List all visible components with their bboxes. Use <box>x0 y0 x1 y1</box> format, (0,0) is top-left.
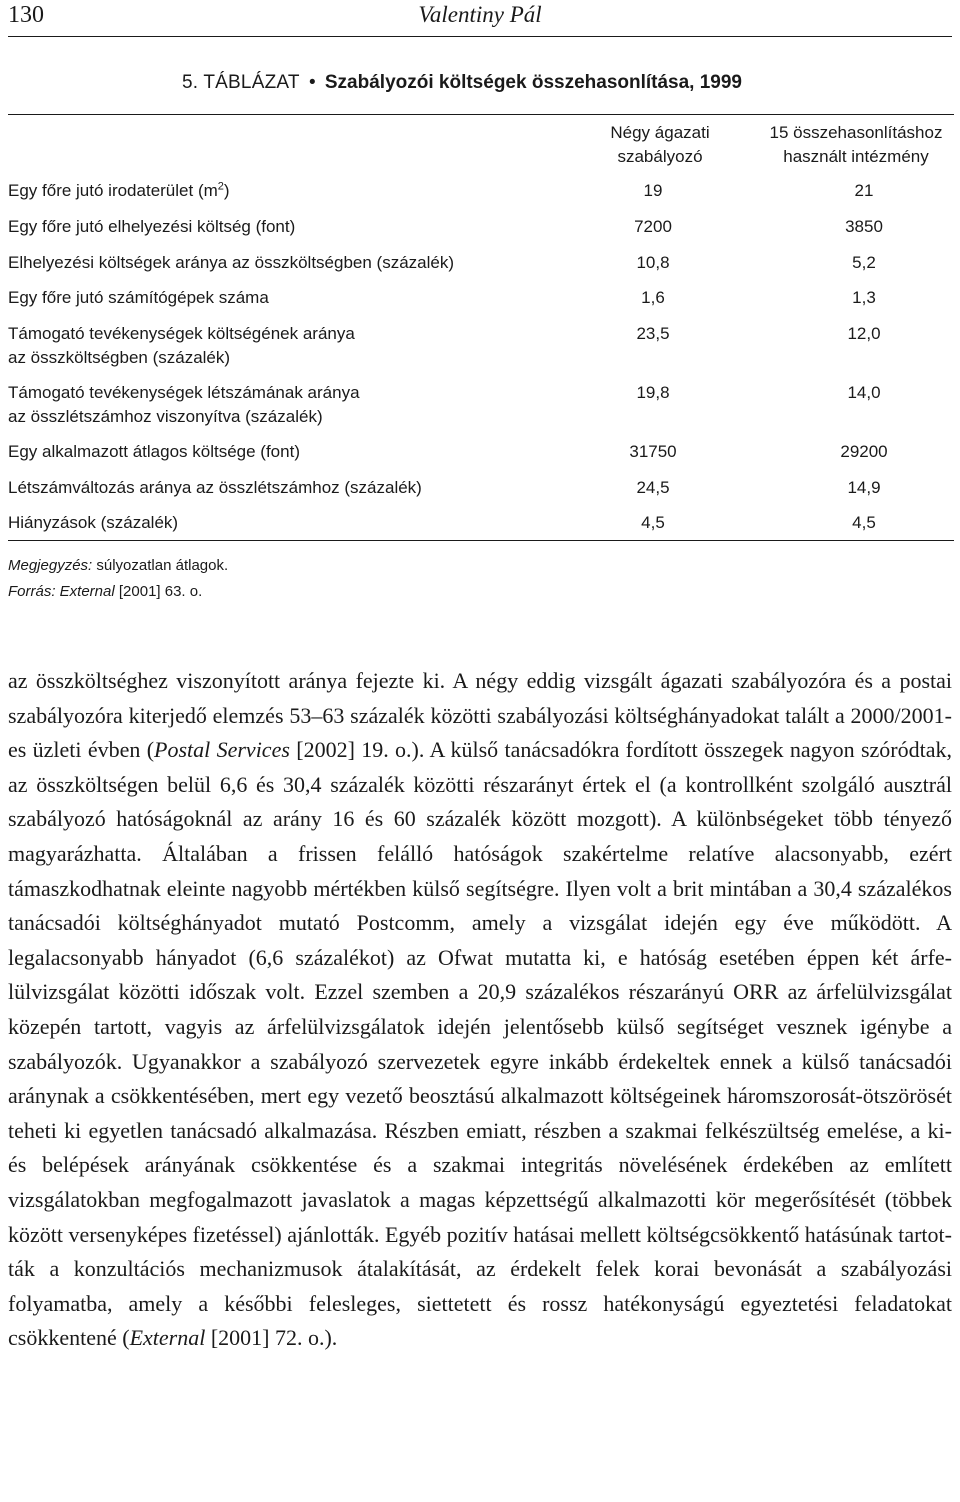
column-header-four-regulators <box>565 121 755 169</box>
value-fifteen-institutions: 12,0 <box>847 324 881 343</box>
citation-title: External <box>129 1325 206 1351</box>
row-label: Támogató tevékenységek létszámának aránya az összlétszámhoz viszonyítva (százalék) <box>8 383 360 426</box>
table-bottom-rule <box>8 540 954 541</box>
table-note <box>8 557 228 574</box>
note-label: Megjegyzés: <box>8 557 93 574</box>
value-four-regulators: 19 <box>643 181 663 200</box>
value-four-regulators: 4,5 <box>641 513 665 532</box>
row-label: Támogató tevékenységek költségének aránya az összköltségben (százalék) <box>8 324 355 367</box>
value-fifteen-institutions: 5,2 <box>852 253 876 272</box>
unit-superscript: 2 <box>217 180 224 193</box>
column-header-line: 15 összehasonlításhoz <box>769 123 943 142</box>
value-four-regulators: 7200 <box>634 217 672 236</box>
value-four-regulators: 10,8 <box>636 253 670 272</box>
value-four-regulators: 19,8 <box>636 383 670 402</box>
value-four-regulators: 23,5 <box>636 324 670 343</box>
row-label: Egy főre jutó elhelyezési költség (font) <box>8 217 296 236</box>
table-source <box>8 583 202 600</box>
note-text: súlyozatlan átlagok. <box>92 557 229 574</box>
table-number: 5. TÁBLÁZAT <box>182 72 300 93</box>
citation-title: Postal Services <box>154 737 290 763</box>
row-label: Egy főre jutó irodaterület $(m^2)$ <box>8 180 230 200</box>
table-title <box>182 72 742 94</box>
row-label: Egy főre jutó számítógépek száma <box>8 288 269 307</box>
running-head: Valentiny Pál <box>418 2 542 27</box>
page-number: 130 <box>8 2 44 28</box>
body-paragraph: az összköltséghez viszonyított aránya fejezte ki. A négy eddig vizsgált ágazati szabályozóra és a postai szabályozóra kiterjedő elemzés 53–63 százalék közötti szabályozási költséghányadokat talált a 2000/2001-es üzleti évben (Postal Services [2002] 19. o.). A külső tanácsadókra fordított összegek nagyon szóródtak, az összköltségen belül 6,6 és 30,4 százalék közötti részarányt értek el (a kontrollként szolgáló ausztrál szabályozó hatóságoknál az arány 16 és 60 százalék között mozgott). A különbségeket több tényező magyarázhatta. Általában a frissen felálló hatóságok szakértelme relatíve alacsonyabb, ezért támaszkodhatnak eleinte nagyobb mértékben külső segítségre. Ilyen volt a brit mintában a 30,4 százalékos tanácsadói költséghányadot mutató Postcomm, amely a vizsgálat idején egy éve működött. A legalacsonyabb hányadot (6,6 százalékot) az Ofwat mutatta ki, e hatóság esetében éppen két árfelülvizsgálat közötti időszak volt. Ezzel szemben a 20,9 százalékos részarányú ORR az árfelülvizsgálat közepén tartott, vagyis az árfelülvizsgálatok idején jelentősebb külső segítséget vesznek igénybe a szabályozók. Ugyanakkor a szabályozó szervezetek egyre inkább érdekeltek ennek a külső tanácsadói aránynak a csökkentésében, mert egy vezető beosztású alkalmazott költségeinek háromszorosát-ötszörösét teheti ki egyetlen tanácsadó alkalmazása. Részben emiatt, részben a szakmai felkészültség emelése, a ki- és belépések arányának csökkentése és a szakmai integritás növelésének érdekében az említett vizsgálatokban megfogalmazott javaslatok a magas képzettségű alkalmazotti kör megerősítését (többek között versenyképes fizetéssel) ajánlották. Egyéb pozitív hatásai mellett költségcsökkentő hatásúnak tartották a konzultációs mechanizmusok átalakítását, az érdekelt felek korai bevonását a szabályozási folyamatba, amely a későbbi felesleges, siettetett és rossz hatékonyságú egyeztetési feladatokat csökkentené (External [2001] 72. o.). <box>8 668 952 1351</box>
value-four-regulators: 31750 <box>629 442 677 461</box>
source-text: [2001] 63. o. <box>114 583 203 600</box>
value-fifteen-institutions: 21 <box>854 181 874 200</box>
value-fifteen-institutions: 14,9 <box>847 478 881 497</box>
source-label: Forrás: External <box>8 583 115 600</box>
value-fifteen-institutions: 29200 <box>840 442 888 461</box>
value-four-regulators: 24,5 <box>636 478 670 497</box>
title-bullet: • <box>308 72 316 93</box>
row-label: Létszámváltozás aránya az összlétszámhoz (százalék) <box>8 478 422 497</box>
table-name: Szabályozói költségek összehasonlítása, 1999 <box>324 72 743 93</box>
row-label: Hiányzások (százalék) <box>8 513 179 532</box>
table-top-rule <box>8 114 954 115</box>
column-header-line: használt intézmény <box>783 147 929 166</box>
page-header <box>8 0 952 37</box>
row-label: Egy alkalmazott átlagos költsége (font) <box>8 442 300 461</box>
column-header-fifteen-institutions <box>750 121 960 169</box>
column-header-line: Négy ágazati <box>610 123 710 142</box>
column-header-line: szabályozó <box>617 147 703 166</box>
value-four-regulators: 1,6 <box>641 288 665 307</box>
value-fifteen-institutions: 14,0 <box>847 383 881 402</box>
row-label: Elhelyezési költségek aránya az összköltségben (százalék) <box>8 253 455 272</box>
value-fifteen-institutions: 1,3 <box>852 288 876 307</box>
value-fifteen-institutions: 3850 <box>845 217 883 236</box>
value-fifteen-institutions: 4,5 <box>852 513 876 532</box>
